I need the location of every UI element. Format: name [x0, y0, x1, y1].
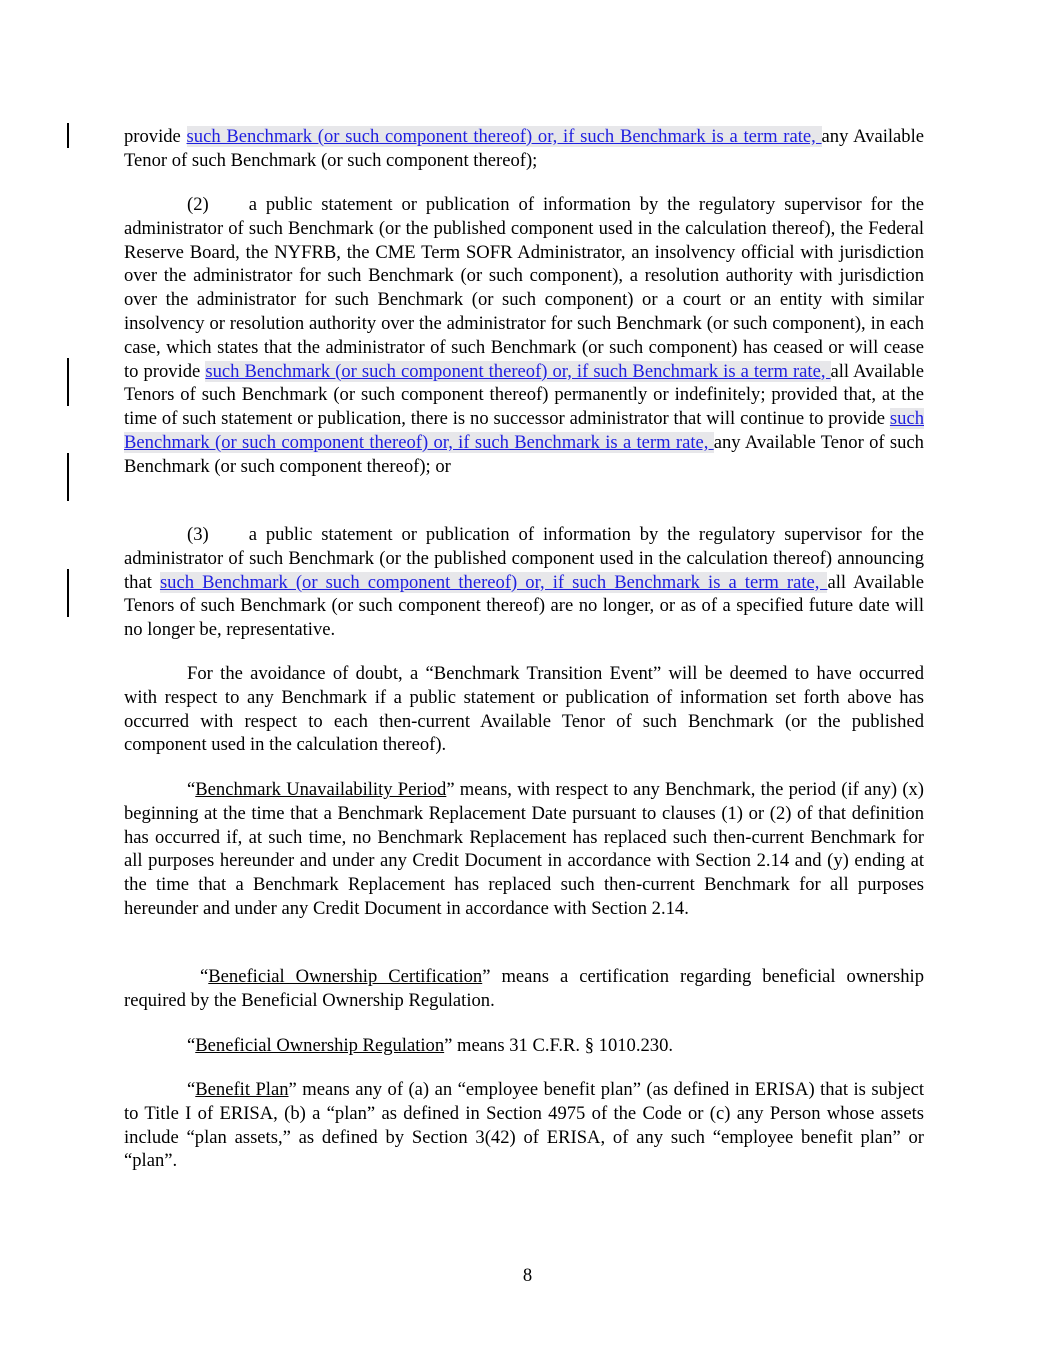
quote-open: “ [187, 1035, 196, 1056]
change-bar [67, 453, 69, 501]
text-run: For the avoidance of doubt, a “Benchmark Transition Event” will be deemed to have occurred with respect to any Benchmark if a public statement or publication of information set forth above has occurred with respect to each then-current Available Tenor of such Benchmark (or the published component used in the calculation thereof). [124, 663, 924, 756]
text-run: ” means any of (a) an “employee benefit plan” (as defined in ERISA) that is subject to Title I of ERISA, (b) a “plan” as defined in Section 4975 of the Code or (c) any Person whose assets include “plan assets,” as defined by Section 3(42) of ERISA, of any such “employee benefit plan” or “plan”. [124, 1079, 925, 1172]
definition-beneficial-ownership-regulation [124, 1034, 924, 1058]
inserted-text: such Benchmark (or such component thereof) or, if such Benchmark is a term rate, [186, 126, 822, 147]
defined-term: Benefit Plan [195, 1079, 289, 1100]
defined-term: Beneficial Ownership Regulation [195, 1035, 445, 1056]
definition-beneficial-ownership-certification [124, 965, 924, 1013]
text-run: all Available Tenors of such Benchmark (or such component thereof) permanently or indefinitely; provided that, at the time of such statement or publication, there is no successor administrator that will continue to provide [124, 360, 924, 430]
defined-term: Benchmark Unavailability Period [195, 779, 447, 800]
clause-2 [124, 193, 924, 479]
clause-marker: (3) [187, 524, 209, 545]
page-number: 8 [522, 1265, 533, 1286]
text-run: a public statement or publication of information by the regulatory supervisor for the administrator of such Benchmark (or the published component used in the calculation thereof), the Federal Reserve Board, the NYFRB, the CME Term SOFR Administrator, an insolvency official with jurisdiction over the administrator for such Benchmark (or such component), a resolution authority with jurisdiction over the administrator for such Benchmark (or such component) or a court or an entity with similar insolvency or resolution authority over the administrator for such Benchmark (or such component), in each case, which states that the administrator of such Benchmark (or such component) has ceased or will cease to provide [124, 194, 924, 382]
clause-3 [124, 523, 924, 642]
clause-marker: (2) [187, 194, 209, 215]
avoidance-of-doubt-paragraph [124, 662, 924, 757]
change-bar [67, 569, 69, 617]
paragraph-continuation [124, 125, 924, 173]
inserted-text: such Benchmark (or such component thereof) or, if such Benchmark is a term rate, [205, 360, 831, 382]
definition-benefit-plan [124, 1078, 924, 1173]
text-run: provide [124, 126, 187, 147]
text-run: ” means a certification regarding beneficial ownership required by the Beneficial Ownership Regulation. [124, 966, 924, 1011]
defined-term: Beneficial Ownership Certification [208, 966, 483, 987]
inserted-text: such Benchmark (or such component thereof) or, if such Benchmark is a term rate, [159, 571, 828, 593]
text-run: any Available Tenor of such Benchmark (or such component thereof); [124, 126, 924, 171]
text-run: ” means 31 C.F.R. § 1010.230. [444, 1035, 674, 1056]
text-run: ” means, with respect to any Benchmark, the period (if any) (x) beginning at the time that a Benchmark Replacement Date pursuant to clauses (1) or (2) of that definition has occurred if, at such time, no Benchmark Replacement has replaced such then-current Benchmark for all purposes hereunder and under any Credit Document in accordance with Section 2.14 and (y) ending at the time that a Benchmark Replacement has replaced such then-current Benchmark for all purposes hereunder and under any Credit Document in accordance with Section 2.14. [124, 779, 924, 919]
quote-open: “ [187, 779, 196, 800]
change-bar [67, 123, 69, 148]
quote-open: “ [187, 1079, 196, 1100]
definition-benchmark-unavailability-period [124, 778, 924, 921]
text-run: all Available Tenors of such Benchmark (or such component thereof) are no longer, or as of a specified future date will no longer be, representative. [124, 571, 924, 641]
text-run: a public statement or publication of information by the regulatory supervisor for the administrator of such Benchmark (or the published component used in the calculation thereof) announcing that [124, 524, 924, 593]
change-bar [67, 358, 69, 406]
inserted-text: such Benchmark (or such component thereof) or, if such Benchmark is a term rate, [124, 408, 924, 453]
text-run: any Available Tenor of such Benchmark (or such component thereof); or [124, 431, 924, 477]
quote-open: “ [200, 966, 209, 987]
